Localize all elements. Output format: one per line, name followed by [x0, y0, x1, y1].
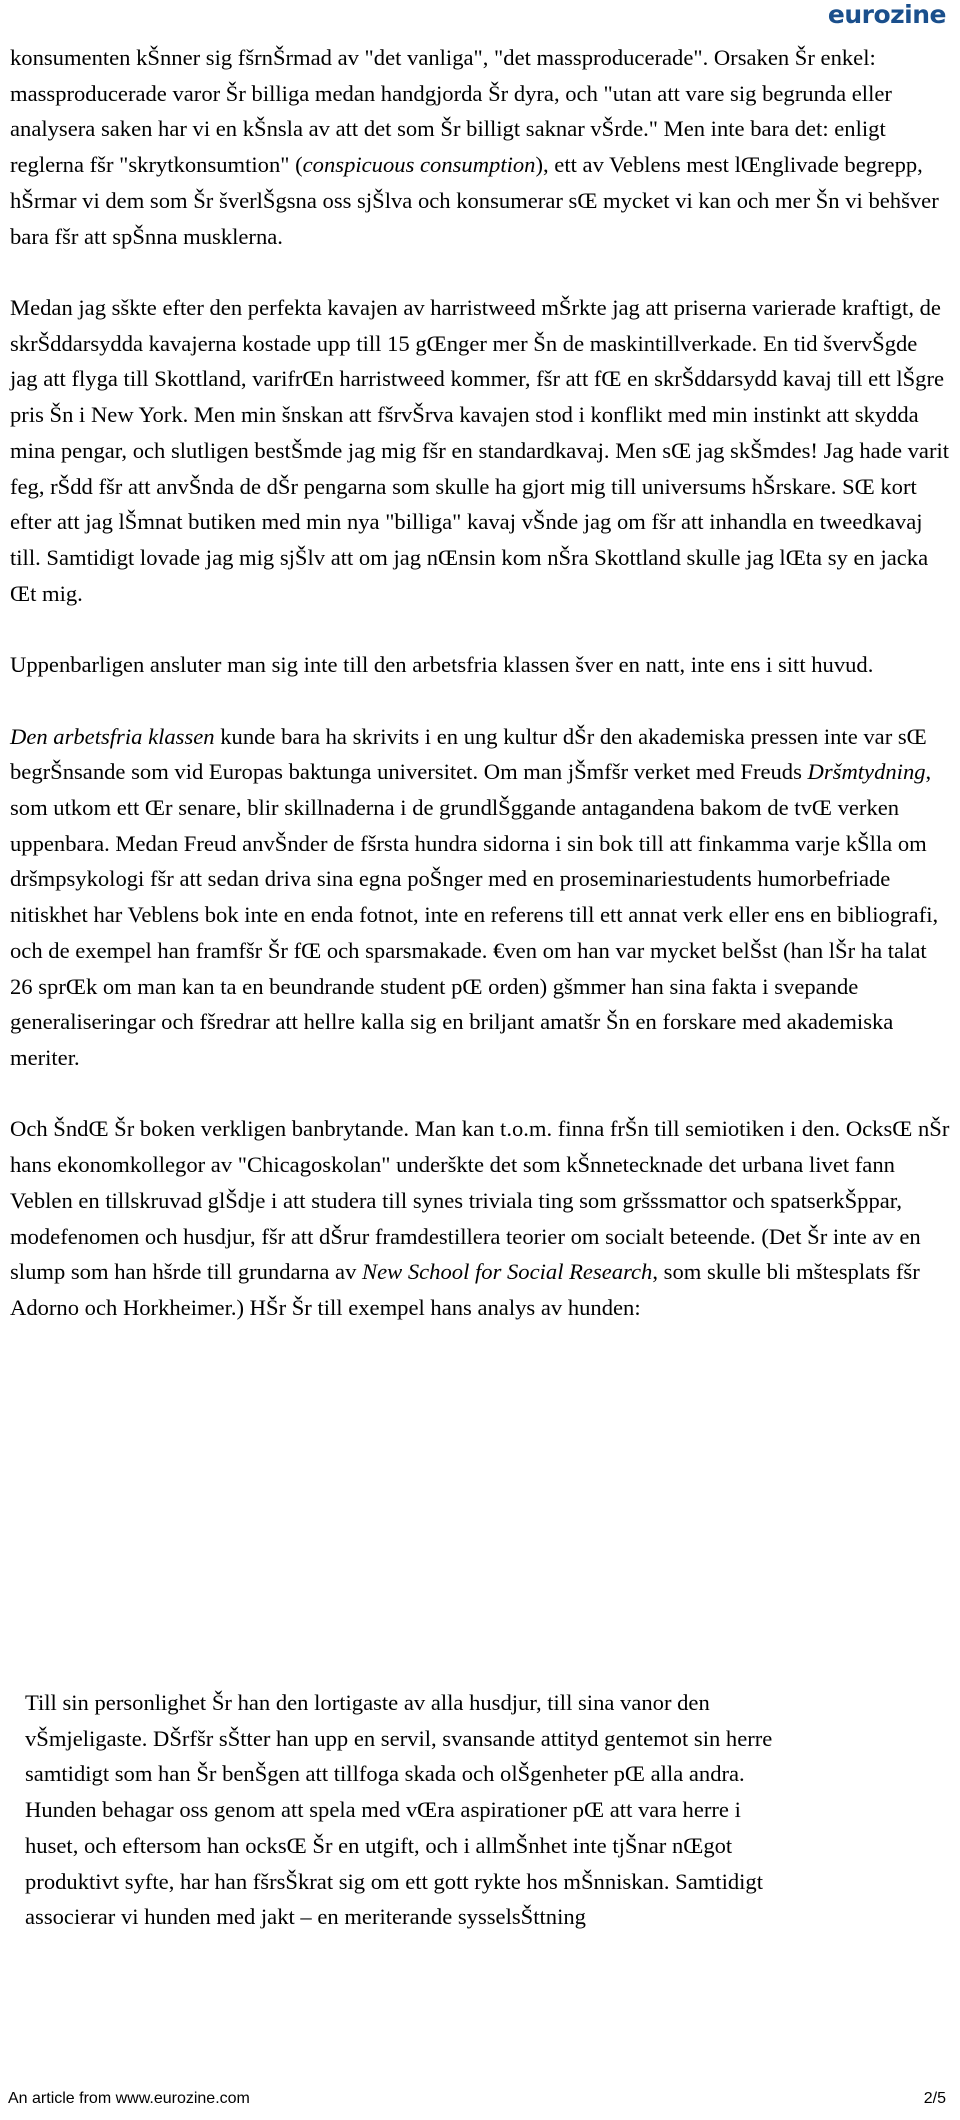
block-quote: Till sin personlighet Šr han den lortigaste av alla husdjur, till sina vanor den vŠmjeligaste. DŠrfšr sŠtter han upp en servil, svansande attityd gentemot sin herre samtidigt som han Šr benŠgen att tillfoga skada och olŠgenheter pŒ alla andra. Hunden behagar oss genom att spela med vŒra aspirationer pŒ att vara herre i huset, och eftersom han ocksŒ Šr en utgift, och i allmŠnhet inte tjŠnar nŒgot produktivt syfte, har han fšrsŠkrat sig om ett gott rykte hos mŠnniskan. Samtidigt associerar vi hunden med jakt – en meriterande sysselsŠttning — [25, 1690, 773, 1930]
paragraph-1-italic: conspicuous consumption — [302, 152, 536, 178]
paragraph-4 — [10, 719, 950, 1076]
footer-source: An article from www.eurozine.com — [8, 2090, 250, 2107]
paragraph-1-tail: ), ett av Veblens mest lŒnglivade begrepp, hŠrmar vi dem som Šr šverlŠgsna oss sjŠlva och konsumerar sŒ mycket vi kan och mer Šn vi behšver bara fšr att spŠnna musklerna. — [10, 152, 939, 249]
new-school-italic: New School for Social Research — [362, 1259, 653, 1285]
paragraph-4-text-a: kunde bara ha skrivits i en ung kultur dŠr den akademiska pressen inte var sŒ begrŠnsande som vid Europas baktunga universitet. Om man jŠmfšr verket med Freuds — [10, 723, 927, 785]
freud-title-italic: Dršmtydning — [807, 759, 926, 785]
paragraph-2: Medan jag sškte efter den perfekta kavajen av harristweed mŠrkte jag att priserna varierade kraftigt, de skrŠddarsydda kavajerna kostade upp till 15 gŒnger mer Šn de maskintillverkade. En tid švervŠgde jag att flyga till Skottland, varifrŒn harristweed kommer, fšr att fŒ en skrŠddarsydd kavaj till ett lŠgre pris Šn i New York. Men min šnskan att fšrvŠrva kavajen stod i konflikt med min instinkt att skydda mina pengar, och slutligen bestŠmde jag mig fšr en standardkavaj. Men sŒ jag skŠmdes! Jag hade varit feg, rŠdd fšr att anvŠnda de dŠr pengarna som skulle ha gjort mig till universums hŠrskare. SŒ kort efter att jag lŠmnat butiken med min nya "billiga" kavaj vŠnde jag om fšr att inhandla en tweedkavaj till. Samtidigt lovade jag mig sjŠlv att om jag nŒnsin kom nŠra Skottland skulle jag lŒta sy en jacka Œt mig. — [10, 295, 950, 606]
page-number: 2/5 — [923, 2090, 946, 2107]
article-body — [10, 40, 950, 1361]
paragraph-5 — [10, 1111, 950, 1325]
paragraph-3: Uppenbarligen ansluter man sig inte till den arbetsfria klassen šver en natt, inte ens i sitt huvud. — [10, 652, 874, 678]
paragraph-4-text-b: , som utkom ett Œr senare, blir skillnaderna i de grundlŠggande antagandena bakom de tvŒ verken uppenbara. Medan Freud anvŠnder de fšrsta hundra sidorna i sin bok till att finkamma varje kŠlla om dršmpsykologi fšr att sedan driva sina egna poŠnger med en proseminariestudents humorbefriade nitiskhet har Veblens bok inte en enda fotnot, inte en referens till ett annat verk eller ens en bibliografi, och de exempel han framfšr Šr fŒ och sparsmakade. €ven om han var mycket belŠst (han lŠr ha talat 26 sprŒk om man kan ta en beundrande student pŒ orden) gšmmer han sina fakta i svepande generaliseringar och fšredrar att hellre kalla sig en briljant amatšr Šn en forskare med akademiska meriter. — [10, 759, 939, 1070]
book-title-italic: Den arbetsfria klassen — [10, 723, 215, 749]
paragraph-1 — [10, 40, 950, 254]
eurozine-logo: eurozine — [827, 0, 946, 29]
paragraph-5-text-b: , som skulle bli mštesplats fšr Adorno och Horkheimer.) HŠr Šr till exempel hans analys av hunden: — [10, 1259, 920, 1320]
paragraph-5-text-a: Och ŠndŒ Šr boken verkligen banbrytande. Man kan t.o.m. finna frŠn till semiotiken i den. OcksŒ nŠr hans ekonomkollegor av "Chicagoskolan" underškte det som kŠnnetecknade det urbana livet fann Veblen en tillskruvad glŠdje i att studera till synes triviala ting som gršssmattor och spatserkŠppar, modefenomen och husdjur, fšr att dŠrur framdestillera teorier om socialt beteende. (Det Šr inte av en slump som han hšrde till grundarna av — [10, 1116, 950, 1285]
paragraph-1-text: konsumenten kŠnner sig fšrnŠrmad av "det vanliga", "det massproducerade". Orsaken Šr enkel: massproducerade varor Šr billiga medan handgjorda Šr dyra, och "utan att vare sig begrunda eller analysera saken har vi en kŠnsla av att det som Šr billigt saknar vŠrde." Men inte bara det: enligt reglerna fšr "skrytkonsumtion" ( — [10, 45, 892, 178]
